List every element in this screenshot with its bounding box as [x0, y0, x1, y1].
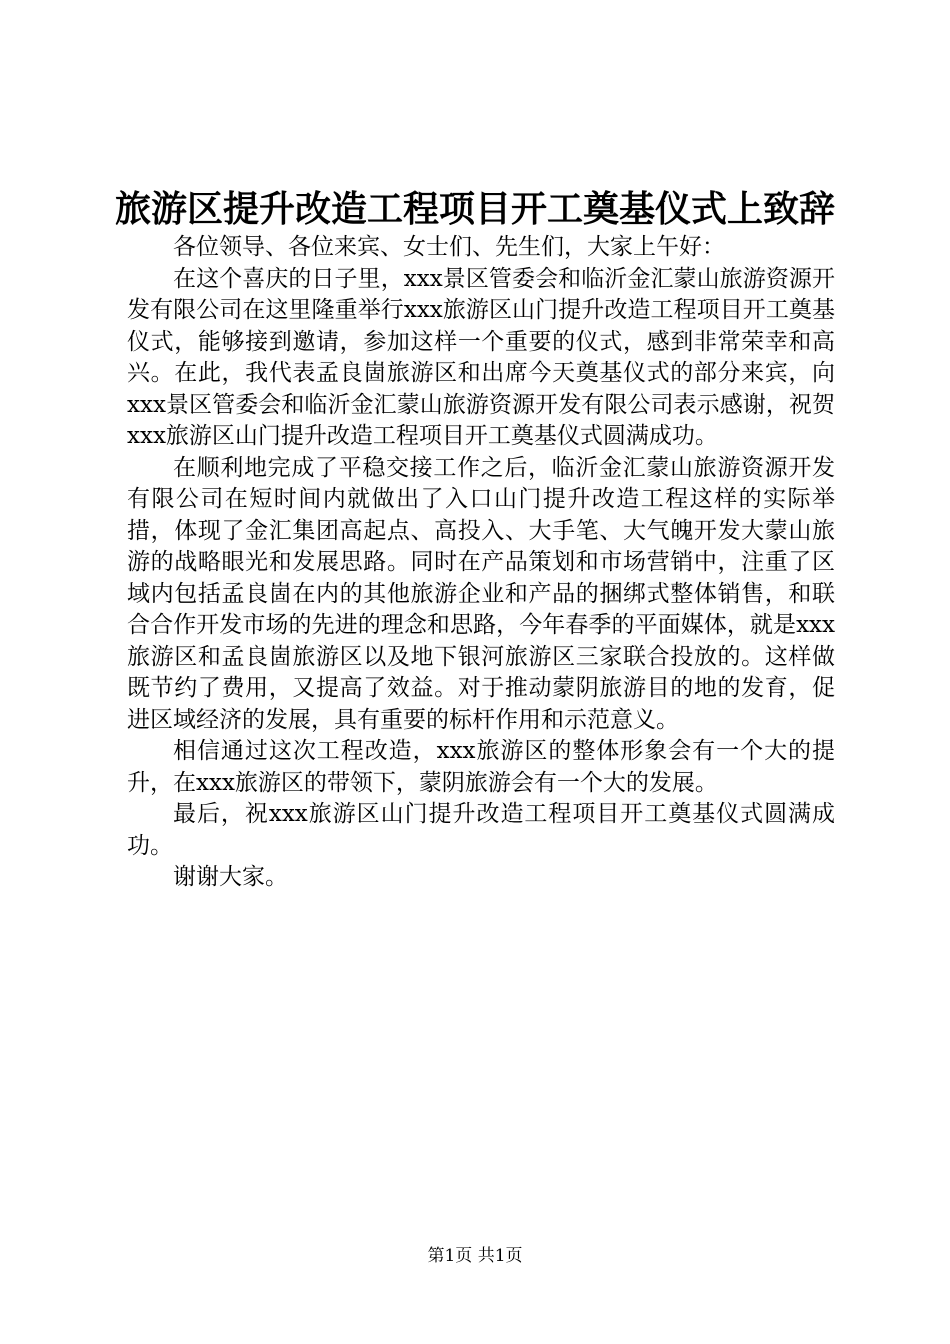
body-paragraph: 相信通过这次工程改造，xxx旅游区的整体形象会有一个大的提升，在xxx旅游区的带领下，蒙阴旅游会有一个大的发展。	[127, 738, 835, 796]
greeting-paragraph: 各位领导、各位来宾、女士们、先生们，大家上午好：	[173, 234, 725, 260]
body-paragraph: 最后，祝xxx旅游区山门提升改造工程项目开工奠基仪式圆满成功。	[127, 801, 835, 859]
document-body	[127, 232, 835, 894]
body-paragraph: 在顺利地完成了平稳交接工作之后，临沂金汇蒙山旅游资源开发有限公司在短时间内就做出了入口山门提升改造工程这样的实际举措，体现了金汇集团高起点、高投入、大手笔、大气魄开发大蒙山旅游的战略眼光和发展思路。同时在产品策划和市场营销中，注重了区域内包括孟良崮在内的其他旅游企业和产品的捆绑式整体销售，和联合合作开发市场的先进的理念和思路，今年春季的平面媒体，就是xxx旅游区和孟良崮旅游区以及地下银河旅游区三家联合投放的。这样做既节约了费用，又提高了效益。对于推动蒙阴旅游目的地的发育，促进区域经济的发展，具有重要的标杆作用和示范意义。	[127, 454, 835, 733]
closing-paragraph: 谢谢大家。	[173, 864, 288, 890]
page-number-footer: 第1页 共1页	[427, 1246, 523, 1266]
document-title: 旅游区提升改造工程项目开工奠基仪式上致辞	[114, 188, 835, 230]
body-paragraph: 在这个喜庆的日子里，xxx景区管委会和临沂金汇蒙山旅游资源开发有限公司在这里隆重举行xxx旅游区山门提升改造工程项目开工奠基仪式，能够接到邀请，参加这样一个重要的仪式，感到非常荣幸和高兴。在此，我代表孟良崮旅游区和出席今天奠基仪式的部分来宾，向xxx景区管委会和临沂金汇蒙山旅游资源开发有限公司表示感谢，祝贺xxx旅游区山门提升改造工程项目开工奠基仪式圆满成功。	[127, 265, 835, 449]
